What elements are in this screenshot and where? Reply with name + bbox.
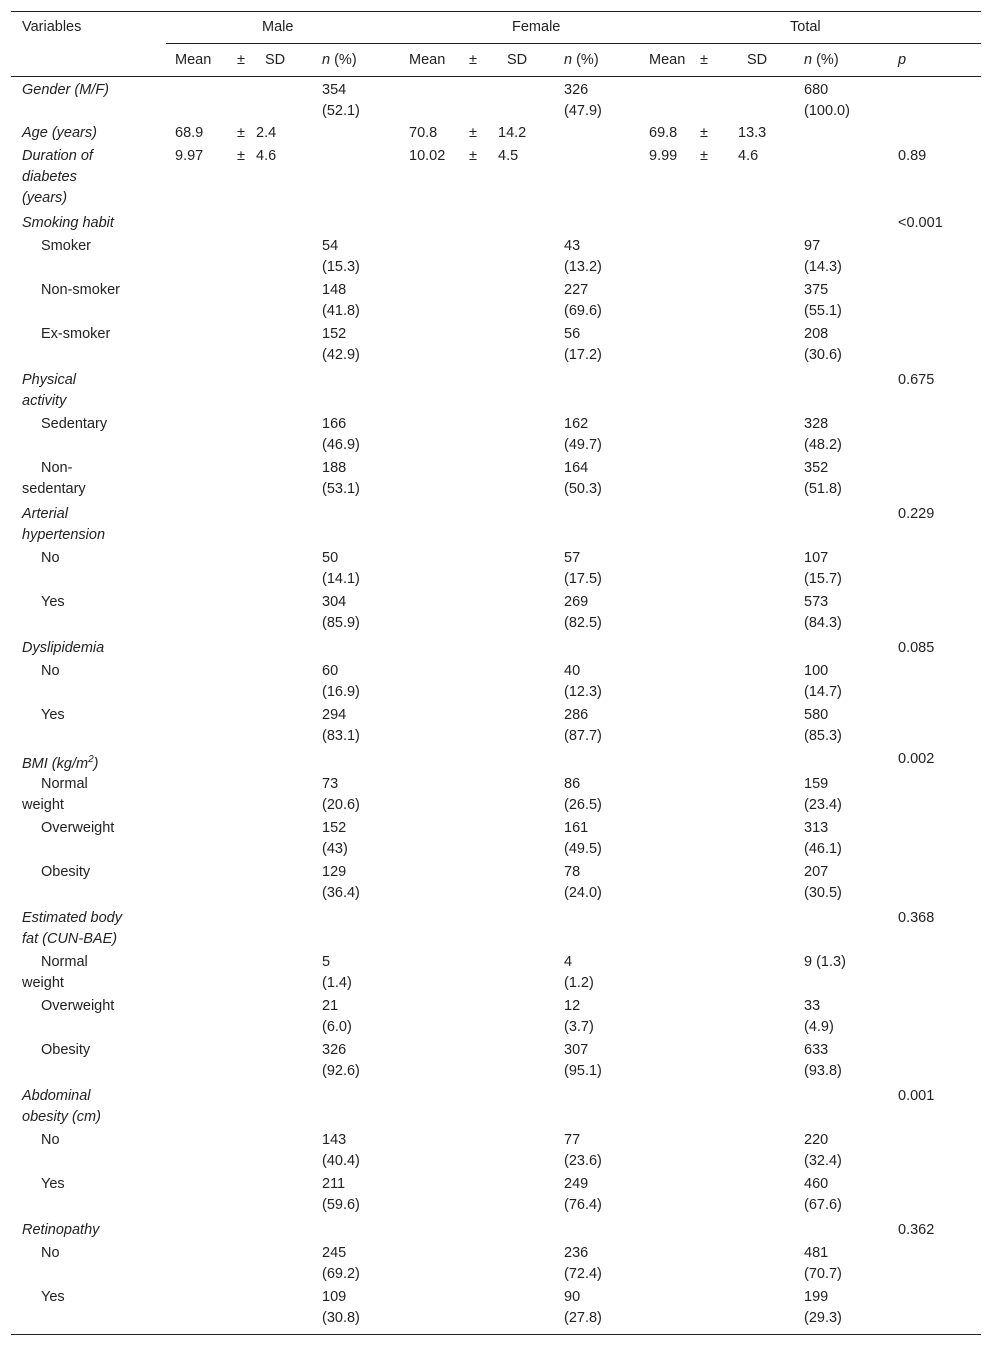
- cell-n-percent: (46.1): [804, 841, 842, 857]
- row-label: weight: [22, 975, 64, 991]
- cell-n-percent: (6.0): [322, 1019, 352, 1035]
- cell-n-percent: (30.8): [322, 1310, 360, 1326]
- cell-plus-minus: ±: [237, 125, 245, 141]
- header-n-percent: [804, 50, 839, 71]
- cell-n-percent: 148: [322, 282, 347, 298]
- row-label: Yes: [41, 1289, 65, 1305]
- cell-n-percent: 207: [804, 864, 829, 880]
- cell-plus-minus: ±: [469, 125, 477, 141]
- cell-mean: 9.99: [649, 148, 678, 164]
- cell-n-percent: (69.6): [564, 303, 602, 319]
- cell-n-percent: (93.8): [804, 1063, 842, 1079]
- cell-n-percent: (76.4): [564, 1197, 602, 1213]
- cell-n-percent: 78: [564, 864, 581, 880]
- cell-n-percent: 227: [564, 282, 589, 298]
- header-n-percent: [564, 50, 599, 71]
- cell-n-percent: (14.3): [804, 259, 842, 275]
- cell-n-percent: 460: [804, 1176, 829, 1192]
- cell-n-percent: 286: [564, 707, 589, 723]
- cell-n-percent: 129: [322, 864, 347, 880]
- cell-n-percent: (26.5): [564, 797, 602, 813]
- cell-n-percent: (30.5): [804, 885, 842, 901]
- row-label: obesity (cm): [22, 1109, 101, 1125]
- cell-n-percent: 328: [804, 416, 829, 432]
- cell-n-percent: (40.4): [322, 1153, 360, 1169]
- cell-n-percent: (87.7): [564, 728, 602, 744]
- cell-n-percent: (23.4): [804, 797, 842, 813]
- header-variables: Variables: [22, 19, 82, 35]
- cell-n-percent: (14.1): [322, 571, 360, 587]
- cell-n-percent: (4.9): [804, 1019, 834, 1035]
- header-group-total: Total: [790, 19, 821, 35]
- header-sd: SD: [265, 52, 286, 68]
- cell-n-percent: (100.0): [804, 103, 850, 119]
- cell-n-percent: (17.2): [564, 347, 602, 363]
- cell-n-percent: (27.8): [564, 1310, 602, 1326]
- row-label: Obesity: [41, 1042, 91, 1058]
- header-n-percent: [322, 50, 357, 71]
- cell-n-percent: 90: [564, 1289, 581, 1305]
- cell-n-percent: 375: [804, 282, 829, 298]
- row-label: Yes: [41, 707, 65, 723]
- cell-n-percent: 21: [322, 998, 339, 1014]
- cell-n-percent: (13.2): [564, 259, 602, 275]
- cell-n-percent: (47.9): [564, 103, 602, 119]
- header-n-letter: n: [322, 52, 331, 68]
- cell-n-percent: 188: [322, 460, 347, 476]
- cell-plus-minus: ±: [700, 125, 708, 141]
- cell-n-percent: 199: [804, 1289, 829, 1305]
- cell-n-percent: 56: [564, 326, 581, 342]
- header-plus-minus: ±: [700, 52, 708, 68]
- cell-n-percent: (16.9): [322, 684, 360, 700]
- cell-n-percent: (15.3): [322, 259, 360, 275]
- row-label: Yes: [41, 594, 65, 610]
- cell-n-percent: 326: [322, 1042, 347, 1058]
- group-rule: [166, 43, 981, 44]
- cell-plus-minus: ±: [237, 148, 245, 164]
- cell-p-value: 0.89: [898, 148, 927, 164]
- cell-n-percent: (95.1): [564, 1063, 602, 1079]
- cell-sd: 4.6: [738, 148, 759, 164]
- cell-p-value: 0.362: [898, 1222, 935, 1238]
- cell-plus-minus: ±: [469, 148, 477, 164]
- cell-n-percent: (29.3): [804, 1310, 842, 1326]
- cell-mean: 9.97: [175, 148, 204, 164]
- cell-n-percent: 43: [564, 238, 581, 254]
- cell-n-percent: (67.6): [804, 1197, 842, 1213]
- header-percent-label: (%): [330, 52, 357, 68]
- cell-n-percent: (53.1): [322, 481, 360, 497]
- cell-n-percent: (30.6): [804, 347, 842, 363]
- cell-n-percent: 573: [804, 594, 829, 610]
- header-plus-minus: ±: [237, 52, 245, 68]
- row-label: No: [41, 1245, 60, 1261]
- header-group-male: Male: [262, 19, 294, 35]
- cell-n-percent: (84.3): [804, 615, 842, 631]
- cell-n-percent: 12: [564, 998, 581, 1014]
- cell-n-percent: 60: [322, 663, 339, 679]
- cell-n-percent: (43): [322, 841, 348, 857]
- row-label: Normal: [41, 954, 88, 970]
- row-label: Age (years): [22, 125, 97, 141]
- header-rule: [11, 76, 981, 77]
- row-label: Duration of: [22, 148, 93, 164]
- cell-n-percent: (85.9): [322, 615, 360, 631]
- header-sd: SD: [507, 52, 528, 68]
- bottom-rule: [11, 1334, 981, 1335]
- cell-n-percent: 580: [804, 707, 829, 723]
- cell-n-percent: 354: [322, 82, 347, 98]
- cell-n-percent: (17.5): [564, 571, 602, 587]
- cell-n-percent: 100: [804, 663, 829, 679]
- row-label: Arterial: [22, 506, 68, 522]
- header-n-letter: n: [804, 52, 813, 68]
- cell-mean: 69.8: [649, 125, 678, 141]
- cell-p-value: 0.368: [898, 910, 935, 926]
- row-label-superscript: 2: [88, 754, 94, 765]
- cell-n-percent: 352: [804, 460, 829, 476]
- header-mean: Mean: [649, 52, 686, 68]
- cell-p-value: 0.002: [898, 751, 935, 767]
- cell-n-percent: 304: [322, 594, 347, 610]
- cell-n-percent: (32.4): [804, 1153, 842, 1169]
- cell-n-percent: 326: [564, 82, 589, 98]
- cell-n-percent: 166: [322, 416, 347, 432]
- row-label: No: [41, 1132, 60, 1148]
- row-label: Sedentary: [41, 416, 108, 432]
- cell-n-percent: 294: [322, 707, 347, 723]
- cell-n-percent: 152: [322, 326, 347, 342]
- row-label: Gender (M/F): [22, 82, 110, 98]
- cell-sd: 14.2: [498, 125, 527, 141]
- row-label: Retinopathy: [22, 1222, 100, 1238]
- cell-n-percent: 143: [322, 1132, 347, 1148]
- cell-n-percent: 269: [564, 594, 589, 610]
- cell-n-percent: (49.7): [564, 437, 602, 453]
- cell-n-percent: (50.3): [564, 481, 602, 497]
- header-mean: Mean: [175, 52, 212, 68]
- cell-mean: 68.9: [175, 125, 204, 141]
- cell-p-value: <0.001: [898, 215, 943, 231]
- row-label-suffix: ): [93, 755, 99, 772]
- cell-n-percent: 54: [322, 238, 339, 254]
- cell-n-percent: (70.7): [804, 1266, 842, 1282]
- row-label: weight: [22, 797, 64, 813]
- cell-n-percent: (20.6): [322, 797, 360, 813]
- cell-mean: 70.8: [409, 125, 438, 141]
- cell-n-percent: 4: [564, 954, 573, 970]
- cell-n-percent: (83.1): [322, 728, 360, 744]
- cell-n-percent: (3.7): [564, 1019, 594, 1035]
- row-label: No: [41, 663, 60, 679]
- cell-n-percent: (15.7): [804, 571, 842, 587]
- row-label: fat (CUN-BAE): [22, 931, 118, 947]
- cell-n-percent: (24.0): [564, 885, 602, 901]
- row-label: Estimated body: [22, 910, 122, 926]
- cell-n-percent: 680: [804, 82, 829, 98]
- row-label: Physical: [22, 372, 76, 388]
- cell-n-percent: 249: [564, 1176, 589, 1192]
- row-label: Normal: [41, 776, 88, 792]
- cell-n-percent: 313: [804, 820, 829, 836]
- cell-n-percent: (46.9): [322, 437, 360, 453]
- cell-n-percent: (55.1): [804, 303, 842, 319]
- header-sd: SD: [747, 52, 768, 68]
- cell-sd: 4.6: [256, 148, 277, 164]
- row-label: Smoking habit: [22, 215, 114, 231]
- cell-n-percent: (1.4): [322, 975, 352, 991]
- cell-n-percent: 245: [322, 1245, 347, 1261]
- header-mean: Mean: [409, 52, 446, 68]
- cell-n-percent: 107: [804, 550, 829, 566]
- cell-n-percent: 152: [322, 820, 347, 836]
- row-label: Ex-smoker: [41, 326, 111, 342]
- cell-n-percent: (51.8): [804, 481, 842, 497]
- cell-n-percent: (14.7): [804, 684, 842, 700]
- cell-n-percent: (72.4): [564, 1266, 602, 1282]
- row-label: BMI $(kg/m^2)$: [22, 754, 99, 772]
- cell-n-percent: 208: [804, 326, 829, 342]
- cell-n-percent: (36.4): [322, 885, 360, 901]
- cell-n-percent: 40: [564, 663, 581, 679]
- cell-n-percent: 33: [804, 998, 821, 1014]
- header-group-female: Female: [512, 19, 561, 35]
- cell-plus-minus: ±: [700, 148, 708, 164]
- cell-n-percent: (48.2): [804, 437, 842, 453]
- cell-n-percent: 161: [564, 820, 589, 836]
- cell-p-value: 0.001: [898, 1088, 935, 1104]
- top-rule: [11, 11, 981, 12]
- cell-n-percent: (82.5): [564, 615, 602, 631]
- cell-n-percent: 211: [322, 1176, 346, 1192]
- cell-n-percent: 97: [804, 238, 821, 254]
- cell-n-percent: 50: [322, 550, 339, 566]
- cell-n-percent: 307: [564, 1042, 589, 1058]
- cell-sd: 13.3: [738, 125, 767, 141]
- cell-n-percent: 77: [564, 1132, 581, 1148]
- header-p: p: [898, 52, 907, 68]
- cell-n-percent: 236: [564, 1245, 589, 1261]
- row-label: Non-: [41, 460, 73, 476]
- row-label: hypertension: [22, 527, 106, 543]
- cell-n-percent: (1.2): [564, 975, 594, 991]
- row-label: diabetes: [22, 169, 77, 185]
- cell-n-percent: (41.8): [322, 303, 360, 319]
- cell-n-percent: 5: [322, 954, 331, 970]
- cell-p-value: 0.229: [898, 506, 935, 522]
- row-label: Dyslipidemia: [22, 640, 105, 656]
- row-label: activity: [22, 393, 67, 409]
- cell-n-percent: 162: [564, 416, 589, 432]
- cell-n-percent: 159: [804, 776, 829, 792]
- cell-n-percent: 109: [322, 1289, 347, 1305]
- row-label: Non-smoker: [41, 282, 120, 298]
- cell-n-percent: (23.6): [564, 1153, 602, 1169]
- cell-n-percent: (42.9): [322, 347, 360, 363]
- header-plus-minus: ±: [469, 52, 477, 68]
- cell-mean: 10.02: [409, 148, 446, 164]
- row-label: Yes: [41, 1176, 65, 1192]
- cell-n-percent: (59.6): [322, 1197, 360, 1213]
- cell-n-percent: (92.6): [322, 1063, 360, 1079]
- cell-n-percent: (12.3): [564, 684, 602, 700]
- cell-n-percent: 633: [804, 1042, 829, 1058]
- cell-n-percent: 481: [804, 1245, 829, 1261]
- cell-n-percent: 220: [804, 1132, 829, 1148]
- cell-n-percent: 57: [564, 550, 581, 566]
- cell-n-percent: (49.5): [564, 841, 602, 857]
- cell-n-percent: 86: [564, 776, 581, 792]
- cell-n-percent: 164: [564, 460, 589, 476]
- row-label: No: [41, 550, 60, 566]
- row-label: Smoker: [41, 238, 91, 254]
- cell-n-percent: 9 (1.3): [804, 954, 846, 970]
- row-label: (years): [22, 190, 68, 206]
- row-label: Overweight: [41, 998, 115, 1014]
- cell-n-percent: 73: [322, 776, 339, 792]
- cell-sd: 4.5: [498, 148, 519, 164]
- cell-sd: 2.4: [256, 125, 277, 141]
- cell-p-value: 0.675: [898, 372, 935, 388]
- cell-n-percent: (69.2): [322, 1266, 360, 1282]
- header-percent-label: (%): [572, 52, 599, 68]
- cell-n-percent: (52.1): [322, 103, 360, 119]
- row-label: sedentary: [22, 481, 86, 497]
- header-percent-label: (%): [812, 52, 839, 68]
- row-label: Obesity: [41, 864, 91, 880]
- row-label: Overweight: [41, 820, 115, 836]
- cell-p-value: 0.085: [898, 640, 935, 656]
- cell-n-percent: (85.3): [804, 728, 842, 744]
- row-label: Abdominal: [22, 1088, 91, 1104]
- header-n-letter: n: [564, 52, 573, 68]
